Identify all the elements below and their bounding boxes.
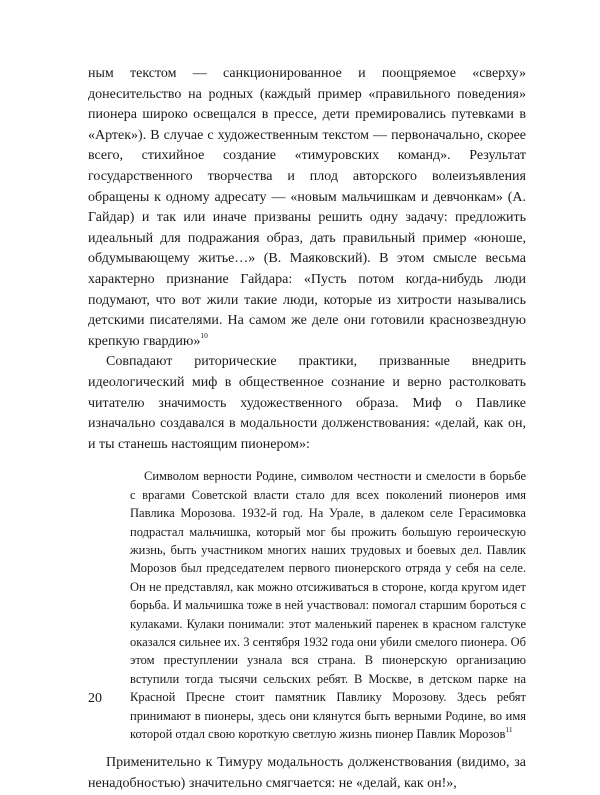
paragraph-1 [88,64,526,352]
block-quote [130,467,526,743]
quote-paragraph [130,467,526,743]
page-number: 20 [88,691,102,706]
page-body [88,64,526,795]
paragraph-3 [88,753,526,794]
paragraph-2 [88,352,526,455]
paragraph-3-text: Применительно к Тимуру модальность долженствования (видимо, за ненадобностью) значительно смягчается: не «делай, как он!», [88,755,526,791]
paragraph-1-text: ным текстом — санкционированное и поощряемое «сверху» донесительство на родных (каждый пример «правильного поведения» пионера широко освещался в прессе, дети премировались путевками в «Артек»). В случае с художественным текстом — первоначально, скорее всего, стихийное создание «тимуровских команд». Результат государственного творчества и плод авторского волеизъявления обращены к одному адресату — «новым мальчишкам и девчонкам» (А. Гайдар) и так или иначе призваны решить одну задачу: предложить идеальный для подражания образ, дать правильный пример «юноше, обдумывающему житье…» (В. Маяковский). В этом смысле весьма характерно признание Гайдара: «Пусть потом когда-нибудь люди подумают, что вот жили такие люди, которые из хитрости назывались детскими писателями. На самом же деле они готовили краснозвездную крепкую гвардию» [88,66,526,349]
footnote-ref-11: 11 [505,724,513,734]
quote-text: Символом верности Родине, символом честности и смелости в борьбе с врагами Советской власти стало для всех поколений пионеров имя Павлика Морозова. 1932-й год. На Урале, в далеком селе Герасимовка подрастал мальчишка, который мог бы прожить большую героическую жизнь, быть участником многих наших трудовых и боевых дел. Павлик Морозов был председателем первого пионерского отряда у себя на селе. Он не представлял, как можно отсиживаться в стороне, когда кругом идет борьба. И мальчишка тоже в ней участвовал: помогал старшим бороться с кулаками. Кулаки понимали: этот маленький паренек в красном галстуке оказался сильнее их. 3 сентября 1932 года они убили смелого пионера. Об этом преступлении узнала вся страна. В пионерскую организацию вступили тогда тысячи сельских ребят. В Москве, в детском парке на Красной Пресне стоит памятник Павлику Морозову. Здесь ребят принимают в пионеры, здесь они клянутся быть верными Родине, во имя которой отдал свою короткую светлую жизнь пионер Павлик Морозов [130,469,526,741]
footnote-ref-10: 10 [200,331,208,341]
paragraph-2-text: Совпадают риторические практики, призванные внедрить идеологический миф в общественное сознание и верно растолковать читателю значимость художественного образа. Миф о Павлике изначально создавался в модальности долженствования: «делай, как он, и ты станешь настоящим пионером»: [88,354,526,452]
